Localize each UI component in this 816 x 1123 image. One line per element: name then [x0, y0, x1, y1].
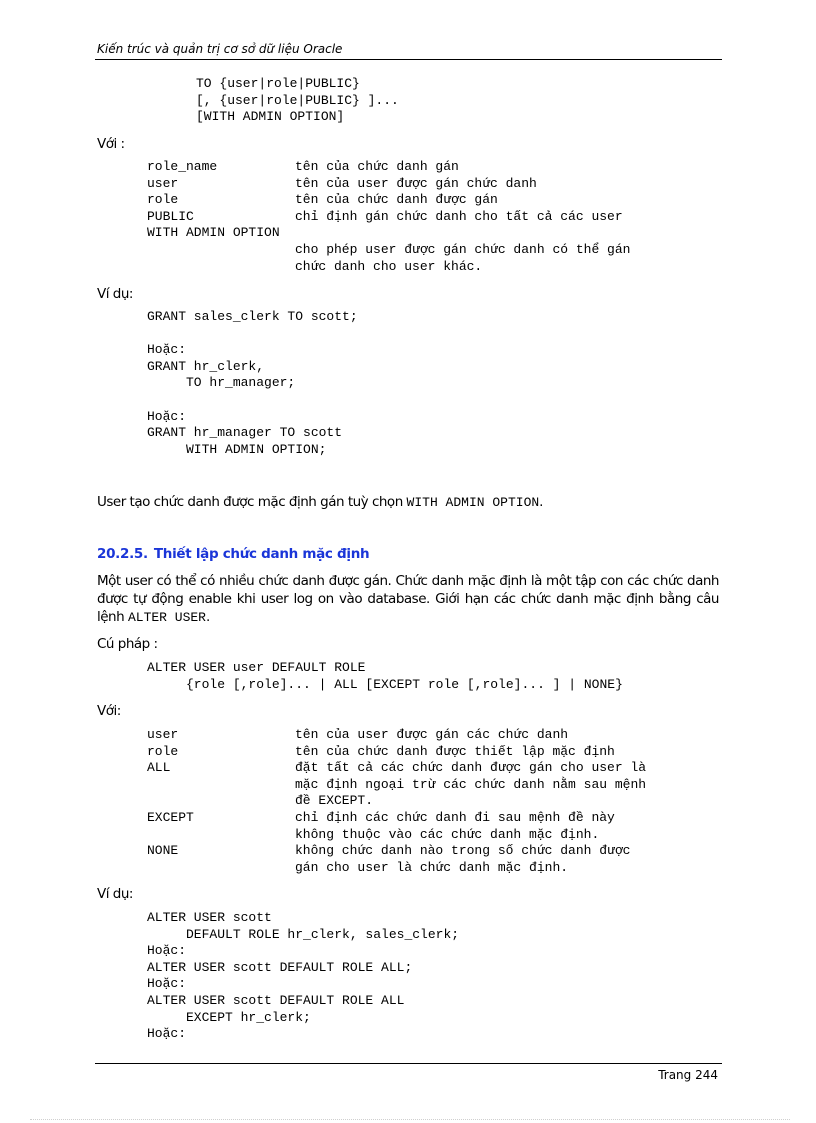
section-title: Thiết lập chức danh mặc định	[153, 546, 370, 562]
code-example-2: ALTER USER scott DEFAULT ROLE hr_clerk, sales_clerk; Hoặc: ALTER USER scott DEFAULT ROLE ALL; Hoặc: ALTER USER scott DEFAULT ROLE ALL EXCEPT hr_clerk; Hoặc:	[147, 910, 460, 1042]
definition-row	[147, 843, 646, 876]
definition-desc: không chức danh nào trong số chức danh được gán cho user là chức danh mặc định.	[295, 843, 631, 875]
definition-row	[147, 744, 646, 761]
alter-user-syntax: ALTER USER user DEFAULT ROLE {role [,role]... | ALL [EXCEPT role [,role]... ] | NONE}	[147, 660, 623, 692]
note-paragraph	[97, 493, 719, 512]
definition-list-1	[147, 159, 630, 275]
running-header: Kiến trúc và quản trị cơ sở dữ liệu Oracle	[97, 42, 343, 56]
page-number: Trang 244	[658, 1068, 718, 1082]
definition-term: WITH ADMIN OPTION	[147, 225, 280, 241]
intro-end: .	[205, 609, 210, 625]
label-example-1: Ví dụ:	[97, 286, 133, 302]
definition-term: role	[147, 192, 179, 208]
definition-desc: cho phép user được gán chức danh có thể gán chức danh cho user khác.	[295, 241, 631, 274]
definition-desc: tên của chức danh được gán	[295, 192, 498, 208]
definition-desc: tên của chức danh được thiết lập mặc định	[295, 743, 615, 759]
definition-desc: tên của user được gán các chức danh	[295, 727, 569, 742]
intro-text: Một user có thể có nhiều chức danh được gán. Chức danh mặc định là một tập con các chức danh được tự động enable khi user log on vào database. Giới hạn các chức danh mặc định bằng câu lệnh	[97, 573, 719, 625]
definition-row	[147, 209, 630, 226]
note-end: .	[539, 494, 543, 510]
definition-list-2	[147, 727, 646, 876]
definition-term: EXCEPT	[147, 809, 194, 825]
definition-term: user	[147, 175, 179, 191]
definition-desc: tên của user được gán chức danh	[295, 175, 537, 191]
intro-code: ALTER USER	[127, 610, 206, 625]
definition-row	[147, 727, 646, 744]
definition-row	[147, 176, 630, 193]
label-example-2: Ví dụ:	[97, 886, 133, 902]
definition-row	[147, 225, 630, 275]
definition-row	[147, 810, 646, 843]
header-rule	[95, 59, 722, 60]
definition-desc: chỉ định các chức danh đi sau mệnh đề này không thuộc vào các chức danh mặc định.	[295, 809, 615, 842]
definition-term: user	[147, 727, 179, 742]
intro-paragraph	[97, 572, 719, 627]
label-with-2: Với:	[97, 703, 121, 719]
footer-rule	[95, 1063, 722, 1064]
note-code: WITH ADMIN OPTION	[406, 495, 540, 510]
bottom-edge-dots	[30, 1119, 790, 1120]
definition-term: role	[147, 743, 179, 759]
note-text: User tạo chức danh được mặc định gán tuỳ chọn	[97, 494, 407, 510]
definition-term: role_name	[147, 159, 218, 174]
definition-term: PUBLIC	[147, 208, 194, 224]
definition-row	[147, 159, 630, 176]
definition-row	[147, 192, 630, 209]
definition-term: NONE	[147, 843, 179, 859]
section-heading	[97, 546, 369, 562]
label-with-1: Với :	[97, 136, 125, 152]
grant-syntax-tail: TO {user|role|PUBLIC} [, {user|role|PUBLIC} ]... [WITH ADMIN OPTION]	[196, 76, 399, 125]
definition-desc: chỉ định gán chức danh cho tất cả các user	[295, 208, 623, 224]
definition-desc: tên của chức danh gán	[295, 159, 459, 174]
definition-term: ALL	[147, 760, 171, 776]
section-number: 20.2.5.	[97, 546, 148, 562]
definition-row	[147, 760, 646, 810]
label-syntax: Cú pháp :	[97, 636, 158, 652]
code-example-1: GRANT sales_clerk TO scott; Hoặc: GRANT hr_clerk, TO hr_manager; Hoặc: GRANT hr_manager TO scott WITH ADMIN OPTION;	[147, 309, 358, 457]
definition-desc: đặt tất cả các chức danh được gán cho user là mặc định ngoại trừ các chức danh nằm sau mệnh đề EXCEPT.	[295, 760, 647, 809]
